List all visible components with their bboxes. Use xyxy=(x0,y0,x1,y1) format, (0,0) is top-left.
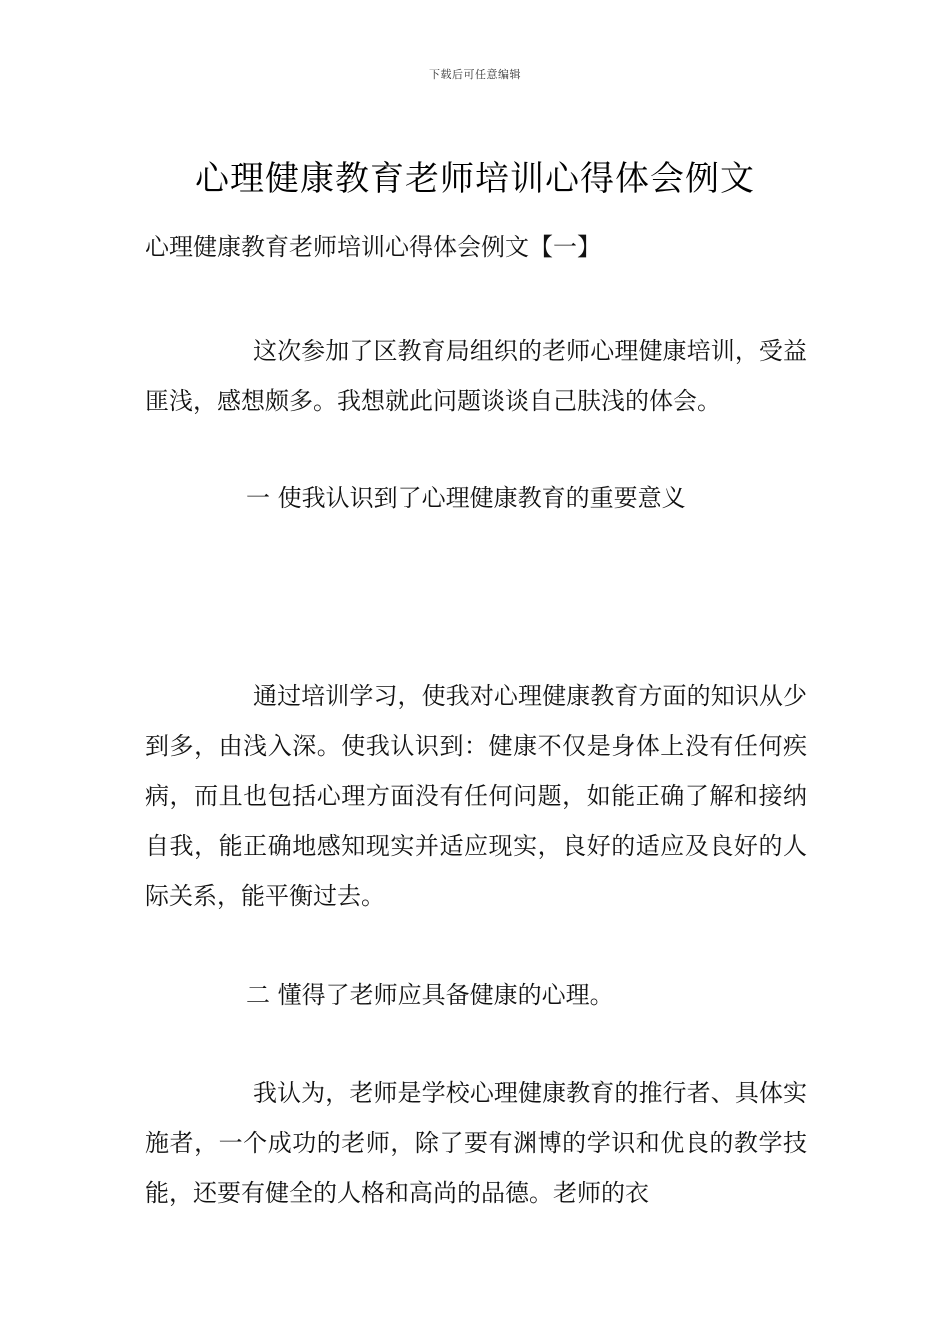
document-title: 心理健康教育老师培训心得体会例文 xyxy=(195,158,755,199)
paragraph-intro: 这次参加了区教育局组织的老师心理健康培训，受益匪浅，感想颇多。我想就此问题谈谈自己肤浅的体会。 xyxy=(145,337,807,415)
section-heading-two: 二 懂得了老师应具备健康的心理。 xyxy=(246,981,614,1009)
section-heading-one: 一 使我认识到了心理健康教育的重要意义 xyxy=(246,484,686,512)
section-subtitle: 心理健康教育老师培训心得体会例文【一】 xyxy=(145,233,601,261)
paragraph-training: 通过培训学习，使我对心理健康教育方面的知识从少到多，由浅入深。使我认识到：健康不仅是身体上没有任何疾病，而且也包括心理方面没有任何问题，如能正确了解和接纳自我，能正确地感知现实并适应现实，良好的适应及良好的人际关系，能平衡过去。 xyxy=(145,682,807,910)
header-note: 下载后可任意编辑 xyxy=(429,68,521,81)
paragraph-teacher: 我认为，老师是学校心理健康教育的推行者、具体实施者，一个成功的老师，除了要有渊博的学识和优良的教学技能，还要有健全的人格和高尚的品德。老师的衣 xyxy=(145,1079,807,1207)
